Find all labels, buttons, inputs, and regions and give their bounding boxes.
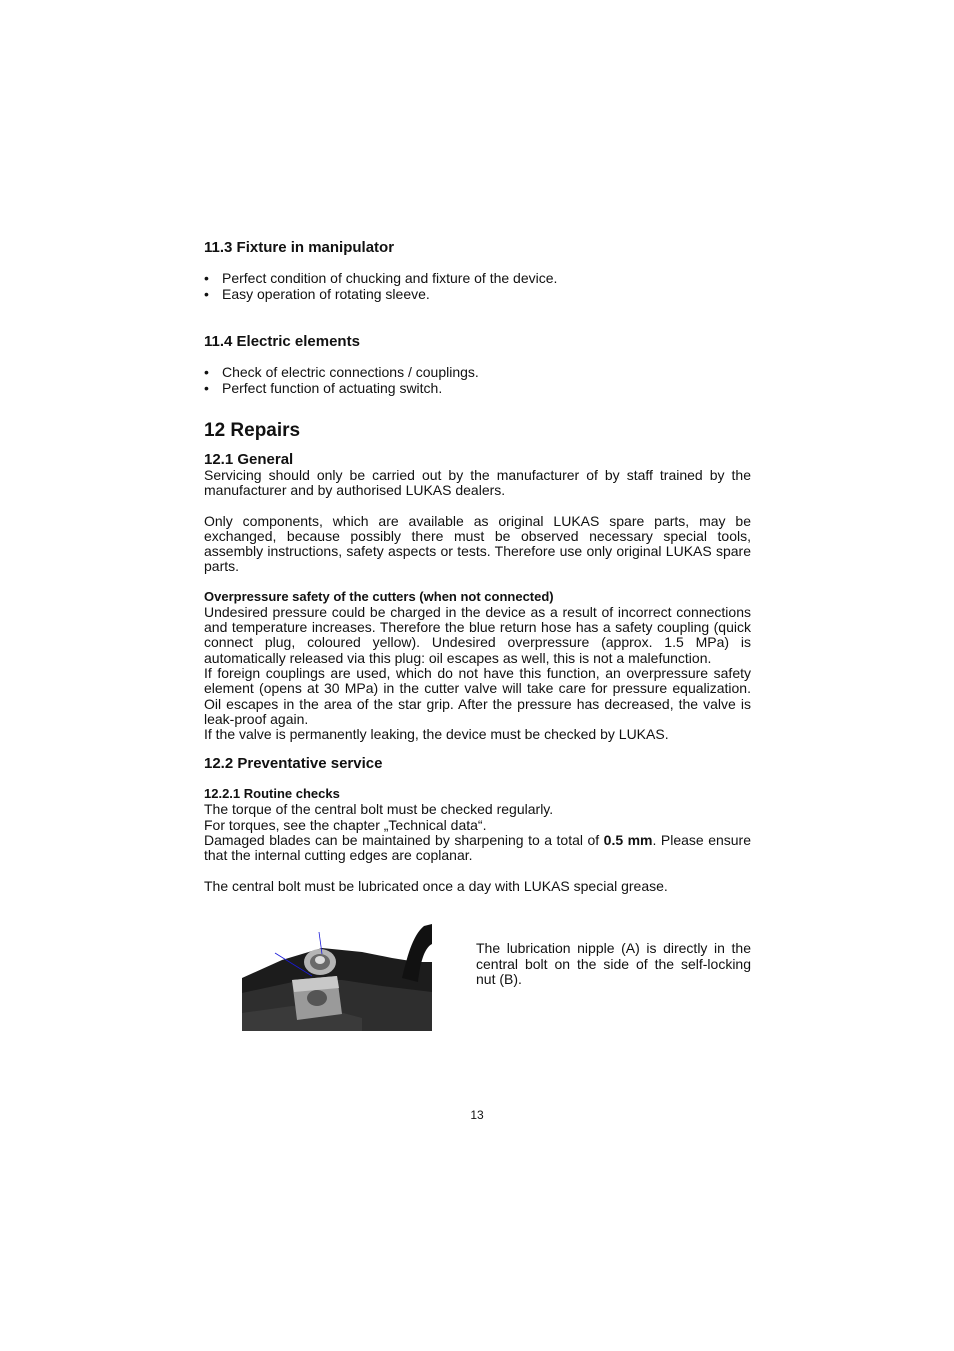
- list-item: • Perfect function of actuating switch.: [204, 381, 751, 397]
- chapter-12-heading: 12 Repairs: [204, 420, 301, 441]
- lubrication-nipple-photo: [242, 918, 432, 1031]
- section-11-3-heading: 11.3 Fixture in manipulator: [204, 239, 395, 256]
- page-content: [204, 238, 751, 894]
- overpressure-paragraph-1: Undesired pressure could be charged in the device as a result of incorrect connections and temperature increases. Therefore the blue return hose has a safety coupling (quick connect plug, coloured yellow). Undesired overpressure (approx. 1.5 MPa) is automatically released via this plug: oil escapes as well, this is not a malefunction.: [204, 603, 751, 666]
- routine-line-4: The central bolt must be lubricated once a day with LUKAS special grease.: [204, 877, 668, 894]
- overpressure-heading: Overpressure safety of the cutters (when not connected): [204, 588, 554, 604]
- routine-line-3-bold: 0.5 mm: [603, 832, 653, 849]
- section-11-4-list: [204, 365, 751, 396]
- figure-caption: The lubrication nipple (A) is directly in the central bolt on the side of the self-locking nut (B).: [476, 940, 751, 987]
- section-11-3-list: [204, 271, 751, 302]
- section-12-2-heading: 12.2 Preventative service: [204, 755, 383, 773]
- section-12-1-heading: 12.1 General: [204, 451, 294, 468]
- list-item: • Easy operation of rotating sleeve.: [204, 287, 751, 303]
- routine-line-3: [204, 833, 751, 864]
- list-item: • Check of electric connections / couplings.: [204, 365, 751, 381]
- routine-line-2: For torques, see the chapter „Technical data“.: [204, 816, 487, 833]
- general-paragraph-2: Only components, which are available as original LUKAS spare parts, may be exchanged, because possibly there must be observed necessary special tools, assembly instructions, safety aspects or tests. Therefore use only original LUKAS spare parts.: [204, 512, 751, 575]
- overpressure-paragraph-3: If the valve is permanently leaking, the device must be checked by LUKAS.: [204, 726, 669, 743]
- routine-line-3-tail: . Please ensure that the internal cutting edges are coplanar.: [204, 832, 751, 864]
- general-paragraph-1: Servicing should only be carried out by the manufacturer of by staff trained by the manufacturer and by authorised LUKAS dealers.: [204, 467, 751, 499]
- list-item: • Perfect condition of chucking and fixture of the device.: [204, 271, 751, 287]
- section-11-4-heading: 11.4 Electric elements: [204, 333, 360, 350]
- page-number: 13: [470, 1108, 484, 1122]
- section-12-2-1-heading: 12.2.1 Routine checks: [204, 786, 340, 802]
- routine-line-3-text: Damaged blades can be maintained by sharpening to a total of: [204, 832, 604, 849]
- overpressure-paragraph-2: If foreign couplings are used, which do not have this function, an overpressure safety element (opens at 30 MPa) in the cutter valve will take care for pressure equalization. Oil escapes in the area of the star grip. After the pressure has decreased, the valve is leak-proof again.: [204, 664, 751, 727]
- routine-line-1: The torque of the central bolt must be checked regularly.: [204, 801, 554, 818]
